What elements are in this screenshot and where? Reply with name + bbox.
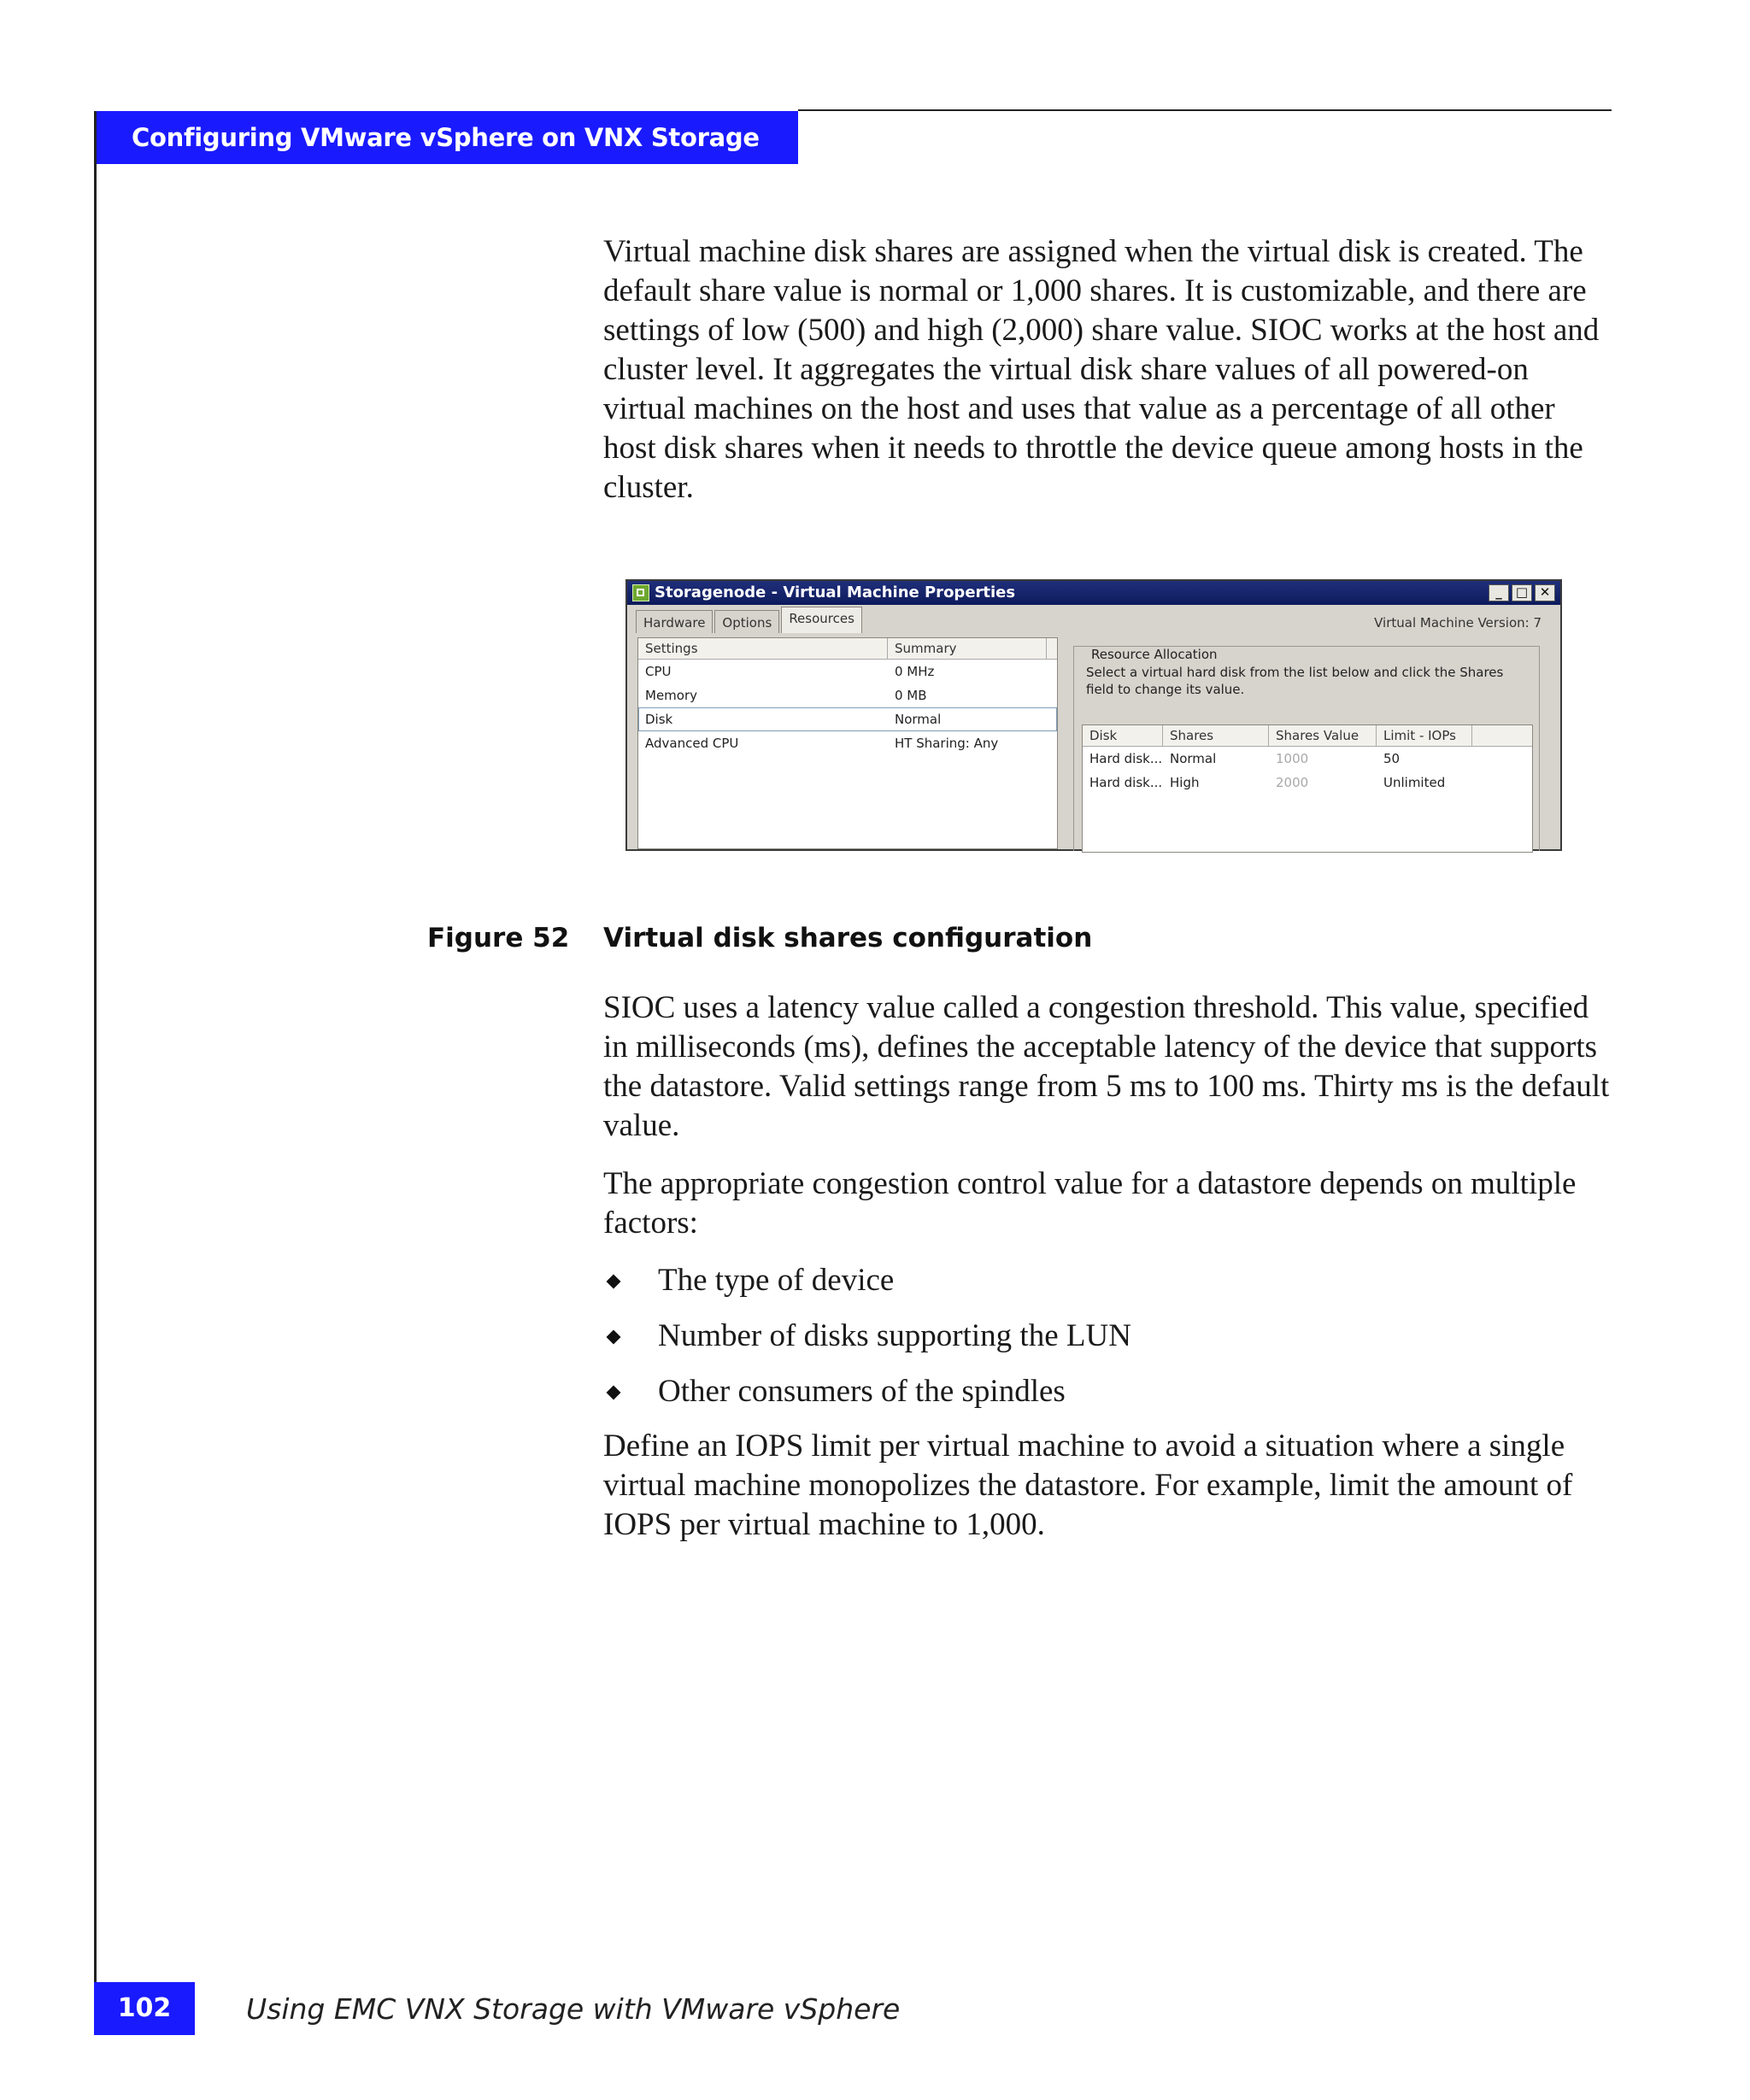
resource-allocation-panel (1065, 637, 1559, 848)
diamond-bullet-icon (607, 1330, 621, 1345)
tab-hardware[interactable]: Hardware (636, 610, 713, 633)
settings-row-cpu[interactable] (638, 660, 1057, 683)
list-item (603, 1372, 1612, 1411)
settings-row-advanced-cpu[interactable] (638, 731, 1057, 755)
column-header-shares[interactable]: Shares (1163, 725, 1269, 746)
list-item (603, 1261, 1612, 1300)
group-description: Select a virtual hard disk from the list below and click the Shares field to change its value. (1086, 665, 1504, 697)
setting-name: Memory (645, 688, 698, 703)
minimize-icon[interactable]: _ (1489, 584, 1509, 601)
vm-version-label: Virtual Machine Version: 7 (1374, 615, 1542, 631)
list-item-text: The type of device (658, 1263, 895, 1298)
settings-row-disk[interactable] (638, 707, 1057, 731)
shares-cell[interactable]: High (1170, 775, 1200, 790)
tab-resources[interactable]: Resources (781, 607, 862, 633)
setting-summary: HT Sharing: Any (895, 736, 999, 751)
vm-properties-window (625, 579, 1562, 851)
diamond-bullet-icon (607, 1386, 621, 1400)
column-header-shares-value[interactable]: Shares Value (1269, 725, 1377, 746)
column-header-summary[interactable]: Summary (888, 638, 1047, 659)
window-title: Storagenode - Virtual Machine Properties (655, 584, 1016, 601)
figure-number: Figure 52 (427, 923, 570, 953)
settings-list (637, 637, 1058, 849)
close-icon[interactable]: ✕ (1535, 584, 1555, 601)
column-header-disk[interactable]: Disk (1083, 725, 1163, 746)
vsphere-app-icon (632, 584, 649, 601)
limit-iops-cell[interactable]: Unlimited (1383, 775, 1446, 790)
disk-table-header (1083, 725, 1532, 747)
setting-summary: 0 MB (895, 688, 927, 703)
body-paragraph-2: SIOC uses a latency value called a congestion threshold. This value, specified in milliseconds (ms), defines the acceptable latency of the device that supports the datastore. Valid settings range from 5 ms to 100 ms. Thirty ms is the default value. (603, 990, 1610, 1143)
factor-list (603, 1261, 1612, 1428)
body-paragraph-4: Define an IOPS limit per virtual machine to avoid a situation where a single virtual machine monopolizes the datastore. For example, limit the amount of IOPS per virtual machine to 1,000. (603, 1428, 1573, 1542)
column-header-limit-iops[interactable]: Limit - IOPs (1377, 725, 1472, 746)
figure-caption: Virtual disk shares configuration (603, 923, 1093, 953)
left-margin-rule (94, 111, 97, 2035)
disk-cell: Hard disk... (1089, 775, 1163, 790)
maximize-icon[interactable]: □ (1512, 584, 1532, 601)
header-rule (798, 109, 1612, 111)
body-paragraph-1: Virtual machine disk shares are assigned when the virtual disk is created. The default share value is normal or 1,000 shares. It is customizable, and there are settings of low (500) and high (2,000) share value. SIOC works at the host and cluster level. It aggregates the virtual disk share values of all powered-on virtual machines on the host and uses that value as a percentage of all other host disk shares when it needs to throttle the device queue among hosts in the cluster. (603, 234, 1600, 505)
table-row[interactable] (1083, 747, 1532, 771)
disk-cell: Hard disk... (1089, 751, 1163, 766)
page-number: 102 (94, 1982, 195, 2035)
shares-value-cell: 1000 (1276, 751, 1309, 766)
settings-list-header (638, 638, 1057, 660)
tab-bar (636, 610, 864, 633)
setting-summary: 0 MHz (895, 664, 935, 679)
group-label: Resource Allocation (1088, 647, 1221, 662)
setting-name: Advanced CPU (645, 736, 739, 751)
setting-name: Disk (645, 712, 673, 727)
section-header: Configuring VMware vSphere on VNX Storage (94, 111, 798, 164)
tab-options[interactable]: Options (714, 610, 779, 633)
settings-row-memory[interactable] (638, 683, 1057, 707)
body-paragraph-3: The appropriate congestion control value for a datastore depends on multiple factors: (603, 1166, 1577, 1241)
setting-name: CPU (645, 664, 672, 679)
window-title-bar (627, 581, 1560, 605)
shares-cell[interactable]: Normal (1170, 751, 1217, 766)
disk-shares-table (1082, 724, 1533, 853)
setting-summary: Normal (895, 712, 942, 727)
shares-value-cell: 2000 (1276, 775, 1309, 790)
table-row[interactable] (1083, 771, 1532, 795)
list-item-text: Other consumers of the spindles (658, 1374, 1066, 1409)
list-item (603, 1317, 1612, 1356)
limit-iops-cell[interactable]: 50 (1383, 751, 1401, 766)
column-header-settings[interactable]: Settings (638, 638, 888, 659)
diamond-bullet-icon (607, 1275, 621, 1289)
book-title: Using EMC VNX Storage with VMware vSphere (246, 1992, 901, 2026)
list-item-text: Number of disks supporting the LUN (658, 1318, 1131, 1353)
